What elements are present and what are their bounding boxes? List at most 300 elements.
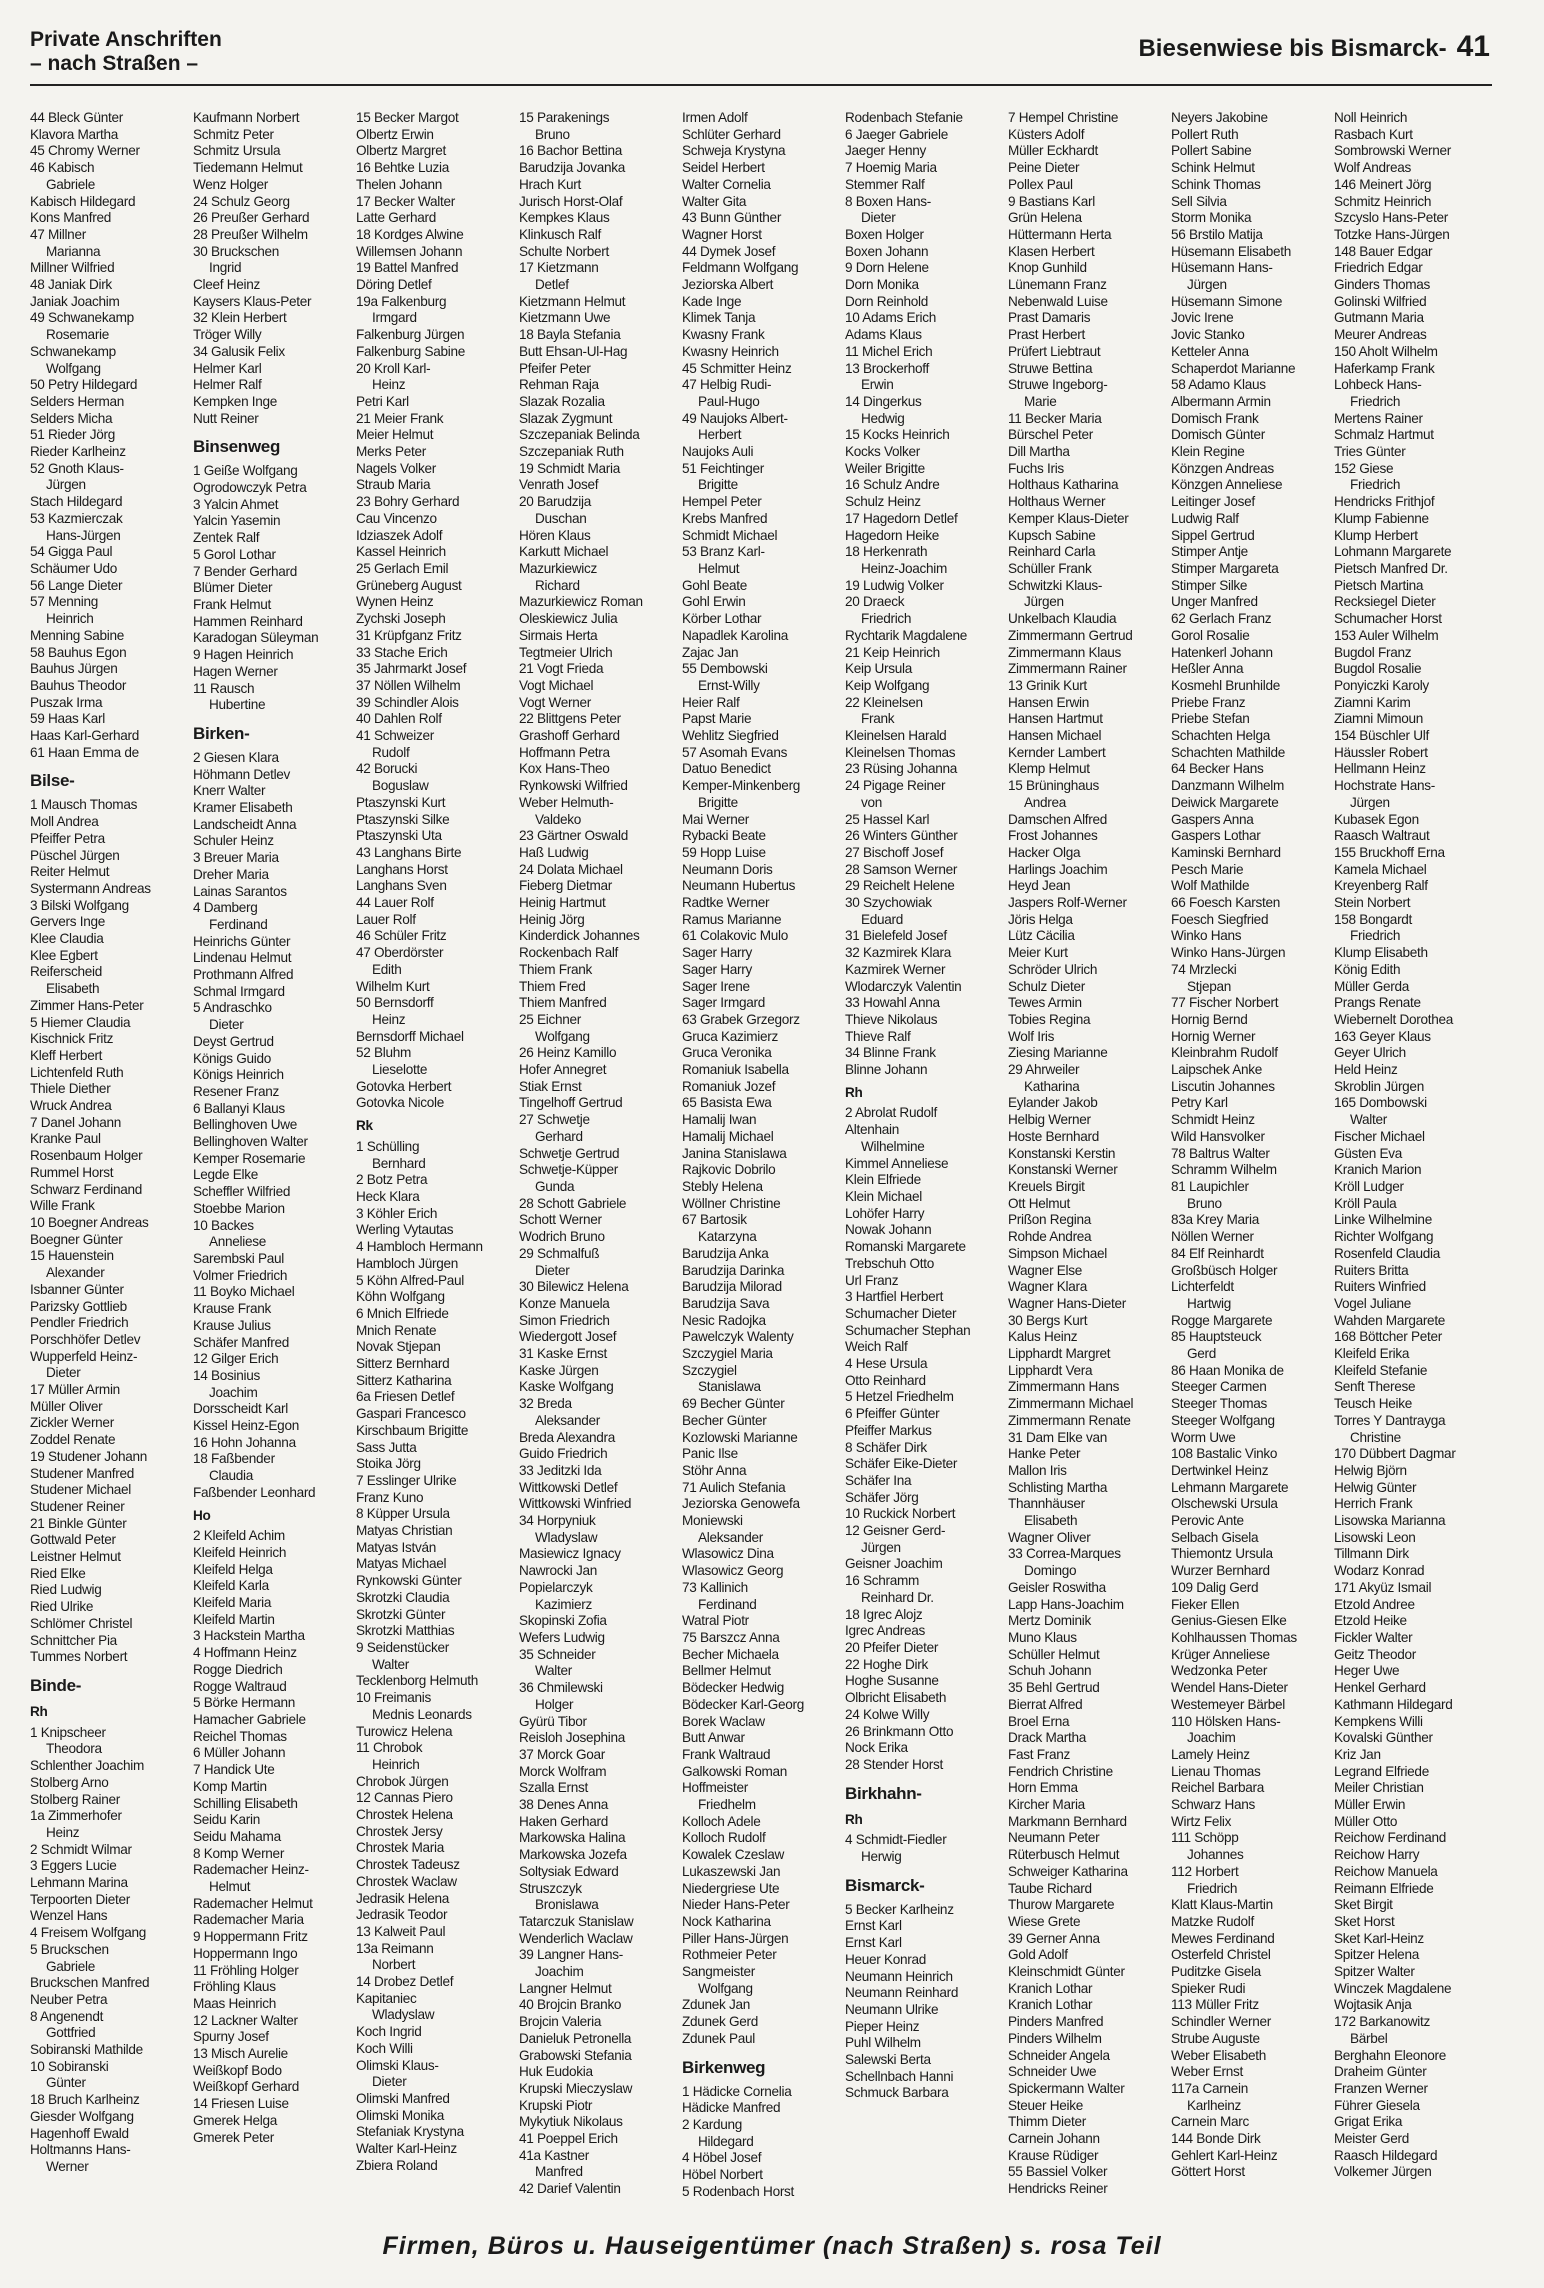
directory-entry: 16 Schramm bbox=[845, 1573, 920, 1589]
directory-entry: 6 Pfeiffer Günter bbox=[845, 1406, 940, 1422]
directory-entry: Janina Stanislawa bbox=[682, 1145, 787, 1161]
directory-entry: Bödecker Karl-Georg bbox=[682, 1696, 804, 1712]
directory-entry-continuation: Hartwig bbox=[1187, 1295, 1231, 1311]
directory-entry-continuation: Eduard bbox=[861, 911, 904, 927]
directory-entry-continuation: Gabriele bbox=[46, 1958, 95, 1974]
directory-entry: 19 Schmidt Maria bbox=[519, 460, 620, 476]
directory-entry: 21 Meier Frank bbox=[356, 410, 444, 426]
directory-entry: Geisner Joachim bbox=[845, 1556, 943, 1572]
directory-entry: Neumann Reinhard bbox=[845, 1985, 959, 2001]
directory-entry: Schäfer Jörg bbox=[845, 1489, 919, 1505]
directory-entry: 1 Knipscheer bbox=[30, 1724, 106, 1740]
directory-entry: Chrostek Jersy bbox=[356, 1823, 443, 1839]
directory-entry: Volkemer Jürgen bbox=[1334, 2164, 1432, 2180]
directory-entry: 26 Preußer Gerhard bbox=[193, 210, 310, 226]
directory-entry: Grün Helena bbox=[1008, 210, 1082, 226]
directory-entry: 18 Kordges Alwine bbox=[356, 226, 464, 242]
directory-entry: Priebe Stefan bbox=[1171, 711, 1250, 727]
directory-entry-continuation: Bärbel bbox=[1350, 2030, 1388, 2046]
directory-entry: Seidu Karin bbox=[193, 1812, 260, 1828]
directory-entry-continuation: Ernst-Willy bbox=[698, 677, 760, 693]
directory-entry: Schäfer Eike-Dieter bbox=[845, 1456, 958, 1472]
directory-entry: Fischer Michael bbox=[1334, 1128, 1425, 1144]
directory-column-7 bbox=[1008, 110, 1165, 2210]
directory-entry: Ernst Karl bbox=[845, 1918, 902, 1934]
directory-entry: 46 Schüler Fritz bbox=[356, 928, 447, 944]
directory-entry: 25 Gerlach Emil bbox=[356, 560, 449, 576]
directory-entry: Krause Julius bbox=[193, 1317, 271, 1333]
directory-entry: 51 Feichtinger bbox=[682, 460, 764, 476]
directory-entry: Romaniuk Isabella bbox=[682, 1062, 789, 1078]
directory-entry: Szczepaniak Belinda bbox=[519, 427, 640, 443]
directory-entry: Wruck Andrea bbox=[30, 1098, 112, 1114]
directory-entry: Helmer Ralf bbox=[193, 377, 262, 393]
directory-entry: Thiem Fred bbox=[519, 978, 586, 994]
directory-entry: 7 Esslinger Ulrike bbox=[356, 1472, 457, 1488]
directory-entry: Schmidt Michael bbox=[682, 527, 778, 543]
directory-entry: Ptaszynski Kurt bbox=[356, 794, 446, 810]
directory-entry: Wurzer Bernhard bbox=[1171, 1563, 1270, 1579]
directory-entry: Grashoff Gerhard bbox=[519, 728, 620, 744]
directory-entry: Rademacher Helmut bbox=[193, 1895, 313, 1911]
directory-entry: Stebly Helena bbox=[682, 1179, 763, 1194]
directory-entry: Wenz Holger bbox=[193, 176, 269, 192]
directory-entry: 43 Bunn Günther bbox=[682, 210, 782, 226]
directory-entry: Haferkamp Frank bbox=[1334, 360, 1435, 376]
directory-entry: 23 Bohry Gerhard bbox=[356, 494, 460, 510]
directory-entry: 54 Gigga Paul bbox=[30, 544, 113, 560]
directory-entry: Perovic Ante bbox=[1171, 1513, 1244, 1529]
directory-entry: Blümer Dieter bbox=[193, 580, 273, 596]
directory-entry: Schwarz Hans bbox=[1171, 1797, 1256, 1813]
directory-entry: Piller Hans-Jürgen bbox=[682, 1930, 789, 1946]
directory-entry: 3 Hackstein Martha bbox=[193, 1628, 305, 1644]
directory-entry: Hüsemann Elisabeth bbox=[1171, 243, 1292, 259]
directory-entry: Genius-Giesen Elke bbox=[1171, 1613, 1287, 1629]
directory-entry: Matyas Christian bbox=[356, 1523, 453, 1539]
directory-entry: Schink Thomas bbox=[1171, 176, 1261, 192]
directory-entry: Heyd Jean bbox=[1008, 878, 1071, 894]
directory-entry: 4 Hambloch Hermann bbox=[356, 1239, 483, 1255]
directory-entry: 45 Chromy Werner bbox=[30, 143, 140, 159]
directory-entry: Breda Alexandra bbox=[519, 1429, 616, 1445]
directory-entry: Kaminski Bernhard bbox=[1171, 844, 1281, 860]
directory-entry: 47 Oberdörster bbox=[356, 945, 444, 961]
directory-entry: Wöllner Christine bbox=[682, 1195, 781, 1211]
directory-entry: Tegtmeier Ulrich bbox=[519, 644, 613, 660]
directory-entry: Thieve Ralf bbox=[845, 1028, 911, 1044]
directory-entry: Simpson Michael bbox=[1008, 1245, 1108, 1261]
directory-entry: Langhans Horst bbox=[356, 861, 448, 877]
directory-entry: 32 Kazmirek Klara bbox=[845, 945, 951, 961]
directory-entry-continuation: Walter bbox=[535, 1663, 572, 1679]
directory-entry: Neumann Heinrich bbox=[845, 1968, 953, 1984]
directory-entry: Butt Ehsan-Ul-Hag bbox=[519, 343, 628, 359]
directory-entry: Spurny Josef bbox=[193, 2029, 269, 2045]
directory-entry: 7 Hoemig Maria bbox=[845, 160, 937, 176]
directory-entry: Ponyiczki Karoly bbox=[1334, 677, 1429, 693]
directory-entry: 8 Komp Werner bbox=[193, 1845, 285, 1861]
directory-entry: Olimski Monika bbox=[356, 2107, 444, 2123]
directory-entry: 42 Borucki bbox=[356, 761, 418, 777]
directory-entry: 26 Brinkmann Otto bbox=[845, 1723, 954, 1739]
directory-entry: 51 Rieder Jörg bbox=[30, 427, 115, 443]
directory-entry: 11 Rausch bbox=[193, 680, 255, 696]
directory-entry: Hornig Bernd bbox=[1171, 1011, 1248, 1027]
directory-entry: Lipphardt Vera bbox=[1008, 1362, 1093, 1378]
directory-entry: Winko Hans bbox=[1171, 928, 1242, 944]
directory-entry: Tummes Norbert bbox=[30, 1649, 128, 1665]
directory-entry: Szcyslo Hans-Peter bbox=[1334, 210, 1448, 226]
directory-entry: 4 Schmidt-Fiedler bbox=[845, 1832, 947, 1848]
district-label: Ho bbox=[193, 1507, 211, 1523]
directory-entry: Skrotzki Claudia bbox=[356, 1589, 450, 1605]
directory-entry: Rybacki Beate bbox=[682, 828, 766, 844]
directory-entry: Bödecker Hedwig bbox=[682, 1680, 785, 1696]
directory-entry: Wolf Iris bbox=[1008, 1028, 1055, 1044]
directory-entry-continuation: Gunda bbox=[535, 1179, 575, 1194]
directory-entry: 12 Lackner Walter bbox=[193, 2012, 298, 2028]
directory-entry: Schneider Angela bbox=[1008, 2047, 1110, 2063]
directory-entry: Wupperfeld Heinz- bbox=[30, 1348, 138, 1364]
directory-entry-continuation: Friedrich bbox=[1350, 928, 1401, 944]
directory-entry: Jaeger Henny bbox=[845, 143, 927, 159]
directory-entry: Mertens Rainer bbox=[1334, 410, 1423, 426]
directory-entry: Prothmann Alfred bbox=[193, 967, 294, 983]
directory-entry: 109 Dalig Gerd bbox=[1171, 1579, 1259, 1595]
directory-entry: 84 Elf Reinhardt bbox=[1171, 1245, 1264, 1261]
directory-entry: Sager Harry bbox=[682, 961, 752, 977]
directory-entry: Werling Vytautas bbox=[356, 1222, 454, 1238]
directory-entry: 15 Hauenstein bbox=[30, 1248, 114, 1264]
directory-entry: Pinders Manfred bbox=[1008, 2014, 1104, 2030]
directory-entry: Frost Johannes bbox=[1008, 828, 1098, 844]
directory-entry: Neumann Hubertus bbox=[682, 878, 796, 894]
directory-entry: Sitterz Katharina bbox=[356, 1372, 452, 1388]
directory-entry: 1 Hädicke Cornelia bbox=[682, 2083, 792, 2099]
directory-entry: Grabowski Stefania bbox=[519, 2047, 632, 2063]
directory-entry: Kempkens Willi bbox=[1334, 1713, 1423, 1729]
district-label: Rh bbox=[845, 1084, 863, 1100]
directory-entry: Sell Silvia bbox=[1171, 193, 1227, 209]
directory-entry: Schachten Mathilde bbox=[1171, 744, 1285, 760]
directory-entry-continuation: Mednis Leonards bbox=[372, 1706, 472, 1722]
directory-entry: Hansen Erwin bbox=[1008, 694, 1090, 710]
directory-entry: Puditzke Gisela bbox=[1171, 1964, 1261, 1980]
directory-entry: Hacker Olga bbox=[1008, 844, 1081, 860]
directory-entry: Drack Martha bbox=[1008, 1730, 1086, 1746]
directory-entry: Thiem Frank bbox=[519, 961, 592, 977]
directory-entry: Schilling Elisabeth bbox=[193, 1795, 298, 1811]
directory-entry: Ginders Thomas bbox=[1334, 277, 1431, 293]
directory-entry: 17 Hagedorn Detlef bbox=[845, 510, 958, 526]
directory-entry: Adams Klaus bbox=[845, 327, 922, 343]
directory-entry: 165 Dombowski bbox=[1334, 1095, 1427, 1111]
directory-entry: 155 Bruckhoff Erna bbox=[1334, 844, 1445, 860]
directory-entry: Barudzija Sava bbox=[682, 1295, 770, 1311]
directory-entry: Olbertz Erwin bbox=[356, 126, 434, 142]
directory-entry: Klee Egbert bbox=[30, 947, 98, 963]
directory-entry: Kircher Maria bbox=[1008, 1797, 1085, 1813]
directory-entry: Leistner Helmut bbox=[30, 1549, 121, 1565]
directory-entry: 18 Herkenrath bbox=[845, 544, 928, 560]
directory-entry: 3 Yalcin Ahmet bbox=[193, 496, 279, 512]
directory-entry: Kade Inge bbox=[682, 293, 742, 309]
directory-entry: 170 Dübbert Dagmar bbox=[1334, 1446, 1456, 1462]
directory-entry: Thiem Manfred bbox=[519, 995, 607, 1011]
directory-entry-continuation: Aleksander bbox=[698, 1529, 764, 1545]
directory-entry: Thannhäuser bbox=[1008, 1496, 1085, 1512]
directory-entry: Bellinghoven Uwe bbox=[193, 1117, 298, 1133]
directory-entry: 19 Battel Manfred bbox=[356, 260, 459, 276]
directory-entry-continuation: Walter bbox=[1350, 1112, 1387, 1128]
directory-entry: 5 Becker Karlheinz bbox=[845, 1901, 954, 1917]
directory-entry: Wolf Mathilde bbox=[1171, 878, 1250, 894]
directory-entry: Pinders Wilhelm bbox=[1008, 2030, 1102, 2046]
directory-entry: Peine Dieter bbox=[1008, 160, 1080, 176]
directory-entry: Nieder Hans-Peter bbox=[682, 1897, 790, 1913]
street-heading: Birkhahn- bbox=[845, 1783, 922, 1803]
directory-entry: 25 Hassel Karl bbox=[845, 811, 930, 827]
directory-entry-continuation: Wilhelmine bbox=[861, 1138, 925, 1154]
directory-entry: 148 Bauer Edgar bbox=[1334, 243, 1433, 259]
directory-entry: 5 Köhn Alfred-Paul bbox=[356, 1272, 464, 1288]
directory-entry: 5 Hetzel Friedhelm bbox=[845, 1389, 954, 1405]
directory-entry: Gruca Veronika bbox=[682, 1045, 772, 1061]
directory-entry-continuation: Manfred bbox=[535, 2164, 583, 2180]
directory-entry: Reichel Thomas bbox=[193, 1728, 287, 1744]
directory-entry-continuation: Brigitte bbox=[698, 477, 738, 493]
directory-entry: Damschen Alfred bbox=[1008, 811, 1108, 827]
directory-entry: Falkenburg Jürgen bbox=[356, 327, 465, 343]
directory-entry: 3 Bilski Wolfgang bbox=[30, 897, 129, 913]
directory-entry-continuation: Friedrich bbox=[1350, 477, 1401, 493]
directory-entry: Helwig Günter bbox=[1334, 1479, 1417, 1495]
directory-entry: Schumacher Dieter bbox=[845, 1305, 957, 1321]
directory-entry: Holthaus Werner bbox=[1008, 494, 1106, 510]
directory-entry: 6a Friesen Detlef bbox=[356, 1389, 455, 1405]
directory-entry: Mai Werner bbox=[682, 811, 749, 827]
directory-entry: Systermann Andreas bbox=[30, 880, 151, 896]
directory-entry: Becher Günter bbox=[682, 1412, 767, 1428]
directory-entry: Idziaszek Adolf bbox=[356, 527, 443, 543]
directory-entry: 4 Hese Ursula bbox=[845, 1356, 928, 1372]
directory-entry: 17 Müller Armin bbox=[30, 1382, 120, 1398]
directory-entry: Hansen Hartmut bbox=[1008, 711, 1103, 727]
directory-entry: 74 Mrzlecki bbox=[1171, 961, 1237, 977]
directory-entry: Wagner Horst bbox=[682, 226, 762, 242]
directory-entry: Lainas Sarantos bbox=[193, 883, 287, 899]
directory-entry: Ried Ulrike bbox=[30, 1599, 94, 1615]
directory-entry: Hambloch Jürgen bbox=[356, 1255, 459, 1271]
directory-entry: Pietsch Martina bbox=[1334, 577, 1424, 593]
directory-entry: 59 Hopp Luise bbox=[682, 844, 766, 860]
directory-entry-continuation: Rudolf bbox=[372, 744, 410, 760]
directory-entry: Schlömer Christel bbox=[30, 1615, 133, 1631]
directory-entry: Selders Herman bbox=[30, 393, 125, 409]
directory-entry: Zimmermann Renate bbox=[1008, 1412, 1131, 1428]
directory-entry: Pollert Ruth bbox=[1171, 126, 1239, 142]
directory-entry: Merks Peter bbox=[356, 444, 426, 460]
directory-entry: 153 Auler Wilhelm bbox=[1334, 627, 1439, 643]
directory-entry: Köhn Wolfgang bbox=[356, 1289, 445, 1305]
directory-entry: Sombrowski Werner bbox=[1334, 143, 1452, 159]
directory-entry: 30 Bruckschen bbox=[193, 243, 280, 259]
directory-entry: Landscheidt Anna bbox=[193, 816, 297, 832]
directory-entry: Romaniuk Jozef bbox=[682, 1078, 776, 1094]
directory-entry: 42 Darief Valentin bbox=[519, 2181, 621, 2197]
directory-entry: Ott Helmut bbox=[1008, 1195, 1070, 1211]
directory-entry: Göttert Horst bbox=[1171, 2164, 1245, 2180]
directory-column-4 bbox=[519, 110, 676, 2210]
directory-entry: Kemper Rosemarie bbox=[193, 1150, 306, 1166]
directory-entry-continuation: Detlef bbox=[535, 277, 569, 293]
directory-entry: Otto Reinhard bbox=[845, 1372, 926, 1388]
directory-entry: Hoffmann Petra bbox=[519, 744, 610, 760]
directory-entry: Rynkowski Wilfried bbox=[519, 778, 628, 794]
directory-entry: Stein Norbert bbox=[1334, 895, 1411, 911]
directory-entry: 31 Kaske Ernst bbox=[519, 1346, 607, 1362]
directory-entry: Datuo Benedict bbox=[682, 761, 771, 777]
directory-entry: 12 Geisner Gerd- bbox=[845, 1523, 946, 1539]
directory-entry: Schuler Heinz bbox=[193, 833, 274, 849]
directory-entry: Richter Wolfgang bbox=[1334, 1229, 1434, 1245]
directory-entry: Hüttermann Herta bbox=[1008, 226, 1112, 242]
directory-entry: Ptaszynski Silke bbox=[356, 811, 450, 827]
directory-entry: Reiter Helmut bbox=[30, 864, 110, 880]
directory-entry: Wendel Hans-Dieter bbox=[1171, 1680, 1288, 1696]
directory-entry: Jedrasik Helena bbox=[356, 1890, 449, 1906]
directory-entry: Simon Friedrich bbox=[519, 1312, 610, 1328]
directory-entry: Kox Hans-Theo bbox=[519, 761, 610, 777]
directory-entry: Domisch Frank bbox=[1171, 410, 1259, 426]
directory-entry: Deiwick Margarete bbox=[1171, 794, 1279, 810]
directory-entry: Gaspari Francesco bbox=[356, 1406, 466, 1422]
directory-entry: Vogt Michael bbox=[519, 677, 594, 693]
directory-entry: Thiele Diether bbox=[30, 1081, 111, 1097]
directory-entry: Kwasny Heinrich bbox=[682, 343, 779, 359]
directory-entry: 1 Mausch Thomas bbox=[30, 797, 138, 813]
directory-entry: Mnich Renate bbox=[356, 1322, 437, 1338]
directory-entry: Turowicz Helena bbox=[356, 1723, 453, 1739]
directory-entry: Huk Eudokia bbox=[519, 2064, 593, 2080]
directory-entry: 17 Becker Walter bbox=[356, 193, 455, 209]
directory-entry: Horn Emma bbox=[1008, 1780, 1078, 1796]
directory-entry-continuation: Hedwig bbox=[861, 410, 905, 426]
directory-entry: 43 Langhans Birte bbox=[356, 844, 462, 860]
directory-entry: 29 Ahrweiler bbox=[1008, 1062, 1080, 1078]
directory-entry: Schröder Ulrich bbox=[1008, 961, 1098, 977]
directory-entry: Oleskiewicz Julia bbox=[519, 611, 618, 627]
directory-entry: Recksiegel Dieter bbox=[1334, 594, 1436, 610]
directory-entry: 10 Freimanis bbox=[356, 1690, 431, 1706]
directory-entry: 11 Michel Erich bbox=[845, 343, 933, 359]
directory-entry: 26 Winters Günther bbox=[845, 828, 958, 844]
directory-entry-continuation: Boguslaw bbox=[372, 778, 429, 794]
directory-entry: Klein Michael bbox=[845, 1189, 922, 1204]
directory-entry: Reichow Harry bbox=[1334, 1847, 1420, 1863]
directory-entry: Kaske Jürgen bbox=[519, 1362, 599, 1378]
directory-entry: Dorsscheidt Karl bbox=[193, 1401, 288, 1417]
directory-entry: Pesch Marie bbox=[1171, 861, 1244, 877]
directory-entry: Barudzija Milorad bbox=[682, 1279, 782, 1295]
directory-entry-continuation: Jürgen bbox=[1187, 277, 1227, 293]
directory-entry: Wodrich Bruno bbox=[519, 1229, 605, 1245]
directory-entry: 5 Bruckschen bbox=[30, 1941, 109, 1957]
directory-entry: 6 Müller Johann bbox=[193, 1745, 286, 1761]
directory-entry: Matyas Michael bbox=[356, 1556, 447, 1572]
directory-entry-continuation: Paul-Hugo bbox=[698, 393, 760, 409]
directory-entry: 2 Schmidt Wilmar bbox=[30, 1841, 132, 1857]
directory-entry-continuation: Anneliese bbox=[209, 1234, 267, 1250]
directory-entry: Schumacher Stephan bbox=[845, 1322, 971, 1338]
directory-entry: 22 Hoghe Dirk bbox=[845, 1656, 928, 1672]
directory-entry: 28 Samson Werner bbox=[845, 861, 958, 877]
directory-entry: 22 Kleinelsen bbox=[845, 694, 923, 710]
directory-entry: 37 Morck Goar bbox=[519, 1746, 605, 1762]
directory-entry: Kamela Michael bbox=[1334, 861, 1427, 877]
directory-entry: Priebe Franz bbox=[1171, 694, 1246, 710]
directory-entry-continuation: Ingrid bbox=[209, 260, 242, 276]
directory-entry: Rehman Raja bbox=[519, 377, 599, 393]
directory-entry: Legde Elke bbox=[193, 1167, 259, 1183]
directory-entry: 4 Freisem Wolfgang bbox=[30, 1925, 146, 1941]
directory-entry: Jöris Helga bbox=[1008, 911, 1073, 927]
directory-entry: Wahden Margarete bbox=[1334, 1312, 1446, 1328]
directory-entry: Reichel Barbara bbox=[1171, 1780, 1264, 1796]
directory-entry: Porschhöfer Detlev bbox=[30, 1331, 141, 1347]
directory-entry-continuation: Wladyslaw bbox=[372, 2007, 435, 2023]
directory-entry: Harlings Joachim bbox=[1008, 861, 1108, 877]
directory-entry: Hochstrate Hans- bbox=[1334, 778, 1435, 794]
directory-entry: 47 Helbig Rudi- bbox=[682, 377, 772, 393]
directory-entry: Krause Rüdiger bbox=[1008, 2147, 1099, 2163]
directory-entry: Boxen Holger bbox=[845, 226, 924, 242]
directory-entry: Etzold Heike bbox=[1334, 1613, 1407, 1629]
directory-entry: Rychtarik Magdalene bbox=[845, 627, 967, 643]
directory-entry: 3 Köhler Erich bbox=[356, 1205, 438, 1221]
directory-entry: Nawrocki Jan bbox=[519, 1563, 597, 1579]
directory-entry: Krüger Anneliese bbox=[1171, 1646, 1270, 1662]
directory-entry: 30 Bergs Kurt bbox=[1008, 1312, 1088, 1328]
directory-entry: Bauhus Jürgen bbox=[30, 661, 118, 677]
directory-entry-continuation: Friedrich bbox=[1350, 393, 1401, 409]
directory-entry: Karadogan Süleyman bbox=[193, 630, 319, 646]
directory-entry: Wehlitz Siegfried bbox=[682, 728, 779, 744]
directory-entry: Wedzonka Peter bbox=[1171, 1663, 1268, 1679]
directory-entry: Schwanekamp bbox=[30, 343, 116, 359]
directory-entry: 2 Botz Petra bbox=[356, 1172, 428, 1188]
directory-entry: Weißkopf Gerhard bbox=[193, 2079, 300, 2095]
directory-entry: Chrobok Jürgen bbox=[356, 1773, 449, 1789]
directory-entry: 44 Lauer Rolf bbox=[356, 895, 434, 911]
directory-entry: Rosenbaum Holger bbox=[30, 1148, 143, 1164]
directory-entry: Klump Elisabeth bbox=[1334, 945, 1428, 961]
directory-entry: Irmen Adolf bbox=[682, 110, 748, 125]
directory-entry: Bauhus Theodor bbox=[30, 677, 127, 693]
directory-entry-continuation: Christine bbox=[1350, 1429, 1401, 1445]
directory-entry: Lisowska Marianna bbox=[1334, 1513, 1446, 1529]
directory-entry: Klemp Helmut bbox=[1008, 761, 1090, 777]
directory-entry-continuation: Elisabeth bbox=[1024, 1513, 1078, 1529]
directory-entry: 66 Foesch Karsten bbox=[1171, 895, 1281, 911]
directory-entry: Rosenfeld Claudia bbox=[1334, 1245, 1440, 1261]
directory-entry: Borek Waclaw bbox=[682, 1713, 765, 1729]
directory-entry: Schaperdot Marianne bbox=[1171, 360, 1296, 376]
directory-entry: Prast Damaris bbox=[1008, 310, 1091, 326]
directory-entry: Willemsen Johann bbox=[356, 243, 463, 259]
street-heading: Bilse- bbox=[30, 771, 75, 791]
